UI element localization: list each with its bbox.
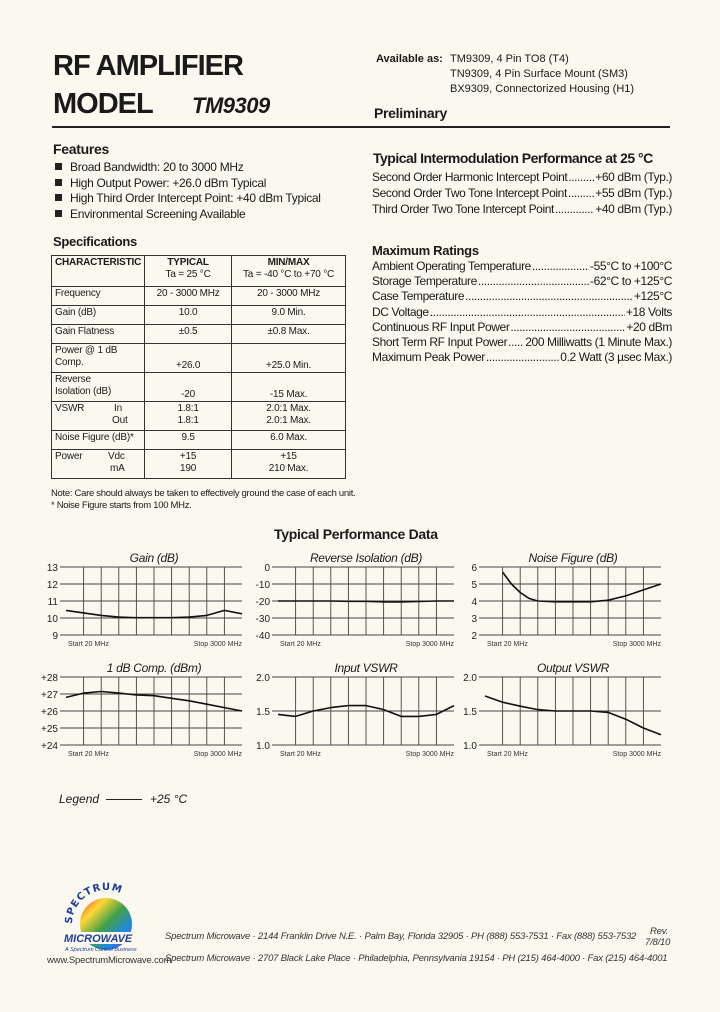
x-start-label: Start 20 MHz [487, 751, 528, 758]
rating-label: Short Term RF Input Power [372, 335, 508, 349]
chart-title: Gain (dB) [129, 551, 179, 565]
leader-dots [465, 289, 633, 304]
rev-date: 7/8/10 [645, 937, 671, 948]
rating-label: DC Voltage [372, 304, 429, 319]
intermod-heading: Typical Intermodulation Performance at 25 °C [373, 150, 653, 166]
rating-label: Maximum Peak Power [372, 350, 485, 365]
x-stop-label: Stop 3000 MHz [612, 641, 661, 648]
y-tick-label: 2.0 [463, 673, 477, 684]
y-tick-label: 12 [46, 580, 58, 591]
y-tick-label: -30 [255, 614, 270, 625]
y-tick-label: 6 [471, 563, 477, 574]
rating-row [372, 320, 672, 335]
table-row: Power @ 1 dB Comp. +26.0 +25.0 Min. [52, 344, 346, 373]
x-stop-label: Stop 3000 MHz [405, 751, 454, 758]
features-heading: Features [53, 141, 109, 157]
available-item: TM9309, 4 Pin TO8 (T4) [450, 53, 569, 65]
y-tick-label: 11 [47, 597, 58, 608]
logo-bottom-text: MICROWAVE [64, 933, 133, 945]
x-stop-label: Stop 3000 MHz [193, 641, 242, 648]
y-tick-label: 1.5 [463, 707, 477, 718]
y-tick-label: -20 [255, 597, 270, 608]
intermod-label: Third Order Two Tone Intercept Point [372, 202, 554, 217]
legend-label: Legend [59, 792, 100, 806]
model-number: TM9309 [192, 93, 270, 118]
intermod-value: +55 dBm (Typ.) [595, 186, 672, 201]
leader-dots [532, 259, 589, 274]
chart-title: Output VSWR [536, 661, 610, 675]
available-list [450, 52, 634, 97]
leader-dots [555, 202, 594, 217]
intermod-row [372, 170, 672, 185]
series-line [278, 601, 454, 602]
status-preliminary: Preliminary [374, 105, 447, 121]
x-stop-label: Stop 3000 MHz [612, 751, 661, 758]
y-tick-label: 4 [471, 597, 477, 608]
table-row: Reverse Isolation (dB) -20 -15 Max. [52, 373, 346, 402]
table-header-row [52, 256, 346, 287]
chart-2 [451, 563, 665, 651]
bullet-icon [55, 163, 62, 170]
spec-note: Note: Care should always be taken to effectively ground the case of each unit. [51, 488, 356, 499]
intermod-row [372, 186, 672, 201]
table-row: Power Vdc mA +15 190 +15 210 Max. [52, 450, 346, 479]
series-line [503, 572, 661, 602]
rev-label: Rev. [650, 926, 669, 937]
rating-value: +125°C [633, 289, 672, 304]
legend-line [106, 799, 142, 800]
y-tick-label: 10 [46, 614, 58, 625]
list-item: Environmental Screening Available [55, 207, 321, 223]
intermod-label: Second Order Two Tone Intercept Point [372, 186, 567, 201]
y-tick-label: -10 [255, 580, 270, 591]
bullet-icon [55, 194, 62, 201]
y-tick-label: -40 [255, 631, 270, 642]
x-start-label: Start 20 MHz [68, 751, 109, 758]
rating-label: Storage Temperature [372, 274, 477, 289]
chart-title: Input VSWR [334, 661, 398, 675]
spec-footnote: * Noise Figure starts from 100 MHz. [51, 500, 192, 511]
intermod-value: +40 dBm (Typ.) [595, 202, 672, 217]
website-link[interactable]: www.SpectrumMicrowave.com [47, 955, 172, 966]
intermod-row [372, 202, 672, 217]
y-tick-label: 1.0 [256, 741, 270, 752]
footer-address-2: Spectrum Microwave · 2707 Black Lake Place · Philadelphia, Pennsylvania 19154 · PH (215) 464-4000 · Fax (215) 464-4001 [165, 953, 668, 964]
chart-title: Noise Figure (dB) [528, 551, 618, 565]
available-item: TN9309, 4 Pin Surface Mount (SM3) [450, 68, 628, 80]
rating-row [372, 289, 672, 304]
rating-row [372, 350, 672, 365]
y-tick-label: 9 [52, 631, 58, 642]
chart-4 [244, 673, 458, 761]
table-row: Gain Flatness ±0.5 ±0.8 Max. [52, 325, 346, 344]
leader-dots [486, 350, 559, 365]
logo-top-text: SPECTRUM [63, 881, 125, 925]
rating-row [372, 305, 672, 320]
rating-row [372, 274, 672, 289]
features-list [55, 160, 321, 222]
intermod-value: +60 dBm (Typ.) [595, 170, 672, 184]
rating-label: Case Temperature [372, 289, 465, 304]
rating-value: -62°C to +125°C [590, 274, 672, 289]
x-start-label: Start 20 MHz [68, 641, 109, 648]
y-tick-label: +25 [41, 724, 58, 735]
chart-title: 1 dB Comp. (dBm) [106, 661, 202, 675]
rating-value: 0.2 Watt (3 µsec Max.) [560, 350, 672, 365]
leader-dots [430, 305, 625, 320]
title-line2: MODEL [53, 88, 153, 120]
footer-address-1: Spectrum Microwave · 2144 Franklin Drive N.E. · Palm Bay, Florida 32905 · PH (888) 553-7531 · Fax (888) 553-7532 [165, 931, 637, 942]
y-tick-label: 1.0 [463, 741, 477, 752]
leader-dots [568, 170, 594, 185]
available-label: Available as: [376, 53, 443, 65]
rating-label: Continuous RF Input Power [372, 319, 510, 334]
y-tick-label: +27 [41, 690, 58, 701]
rating-label: Ambient Operating Temperature [372, 259, 531, 273]
table-row: Noise Figure (dB)* 9.5 6.0 Max. [52, 431, 346, 450]
x-stop-label: Stop 3000 MHz [193, 751, 242, 758]
specifications-heading: Specifications [53, 234, 137, 249]
y-tick-label: 0 [264, 563, 270, 574]
title-line1: RF AMPLIFIER [53, 50, 243, 82]
col-characteristic: CHARACTERISTIC [52, 256, 145, 287]
chart-title: Reverse Isolation (dB) [309, 551, 423, 565]
list-item: Broad Bandwidth: 20 to 3000 MHz [55, 160, 321, 176]
y-tick-label: +24 [41, 741, 58, 752]
spectrum-logo [60, 880, 152, 958]
rating-value: +18 Volts [625, 304, 672, 319]
y-tick-label: 3 [471, 614, 477, 625]
list-item: High Third Order Intercept Point: +40 dBm Typical [55, 191, 321, 207]
bullet-icon [55, 210, 62, 217]
table-row: Gain (dB) 10.0 9.0 Min. [52, 306, 346, 325]
x-stop-label: Stop 3000 MHz [405, 641, 454, 648]
bullet-icon [55, 179, 62, 186]
chart-5 [451, 673, 665, 761]
rating-value: +20 dBm [626, 319, 672, 334]
ratings-heading: Maximum Ratings [372, 243, 479, 258]
chart-1 [244, 563, 458, 651]
available-item: BX9309, Connectorized Housing (H1) [450, 83, 635, 95]
chart-3 [32, 673, 246, 761]
y-tick-label: 1.5 [256, 707, 270, 718]
list-item: High Output Power: +26.0 dBm Typical [55, 176, 321, 192]
x-start-label: Start 20 MHz [280, 751, 321, 758]
chart-0 [32, 563, 246, 651]
y-tick-label: 5 [471, 580, 477, 591]
legend-entry: +25 °C [150, 792, 188, 806]
leader-dots [568, 186, 594, 201]
table-row: VSWR In Out 1.8:1 1.8:1 2.0:1 Max. 2.0:1 Max. [52, 402, 346, 431]
y-tick-label: 13 [46, 563, 58, 574]
col-minmax: MIN/MAX Ta = -40 °C to +70 °C [232, 256, 346, 287]
col-typical: TYPICAL Ta = 25 °C [145, 256, 232, 287]
y-tick-label: 2.0 [256, 673, 270, 684]
x-start-label: Start 20 MHz [280, 641, 321, 648]
rating-value: -55°C to +100°C [590, 259, 672, 273]
leader-dots [478, 274, 589, 289]
logo-tagline: A Spectrum Control Business [65, 947, 137, 953]
y-tick-label: +28 [41, 673, 58, 684]
specifications-table [51, 255, 346, 479]
leader-dots [508, 335, 524, 350]
table-row: Frequency 20 - 3000 MHz 20 - 3000 MHz [52, 287, 346, 306]
rating-row [372, 259, 672, 274]
rating-row [372, 335, 672, 350]
rating-value: 200 Milliwatts (1 Minute Max.) [525, 335, 672, 349]
header-rule [52, 126, 670, 128]
y-tick-label: +26 [41, 707, 58, 718]
leader-dots [510, 320, 625, 335]
performance-heading: Typical Performance Data [274, 526, 438, 542]
intermod-label: Second Order Harmonic Intercept Point [372, 170, 568, 184]
x-start-label: Start 20 MHz [487, 641, 528, 648]
y-tick-label: 2 [471, 631, 477, 642]
